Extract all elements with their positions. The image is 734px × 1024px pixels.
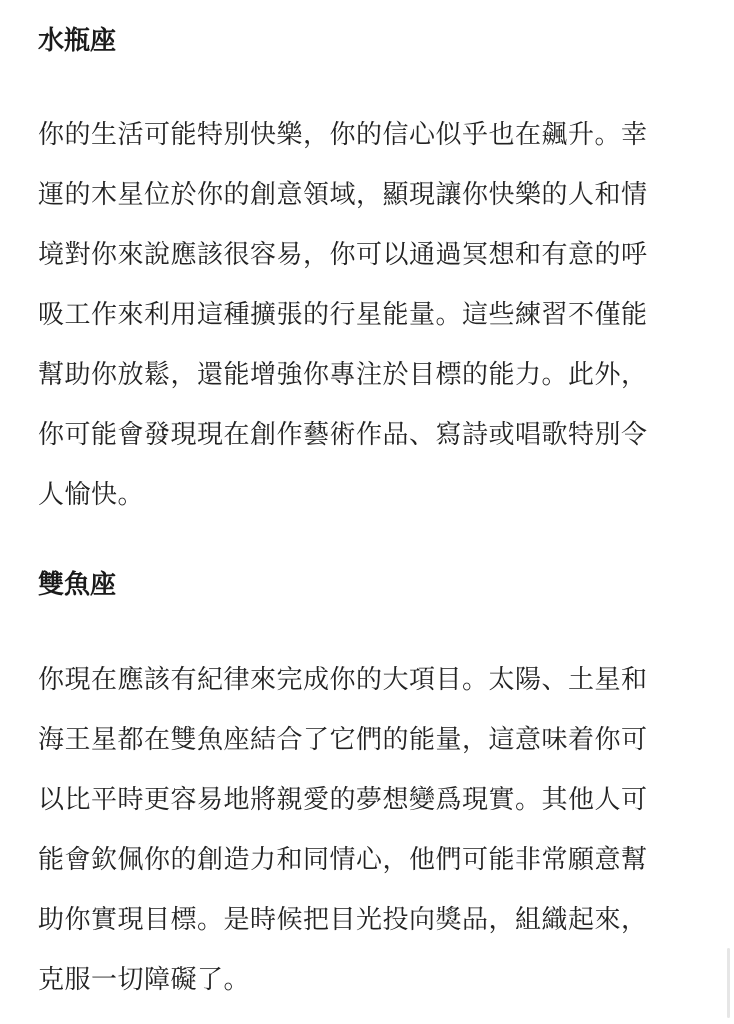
section-body-aquarius xyxy=(38,105,698,525)
paragraph-line: 吸工作來利用這種擴張的行星能量。這些練習不僅能 xyxy=(38,300,648,330)
paragraph-line: 助你實現目標。是時候把目光投向獎品，組織起來， xyxy=(38,905,648,935)
paragraph-line: 幫助你放鬆，還能增強你專注於目標的能力。此外， xyxy=(38,360,648,390)
paragraph-line: 克服一切障礙了。 xyxy=(38,965,251,995)
paragraph-line: 能會欽佩你的創造力和同情心，他們可能非常願意幫 xyxy=(38,845,648,875)
scrollbar[interactable] xyxy=(727,948,730,1018)
paragraph-line: 運的木星位於你的創意領域，顯現讓你快樂的人和情 xyxy=(38,180,648,210)
section-heading-aquarius: 水瓶座 xyxy=(38,26,117,56)
paragraph-line: 你可能會發現現在創作藝術作品、寫詩或唱歌特別令 xyxy=(38,420,648,450)
paragraph-line: 人愉快。 xyxy=(38,480,145,510)
section-heading-pisces: 雙魚座 xyxy=(38,570,117,600)
paragraph-line: 你的生活可能特別快樂，你的信心似乎也在飆升。幸 xyxy=(38,120,648,150)
paragraph-line: 境對你來說應該很容易，你可以通過冥想和有意的呼 xyxy=(38,240,648,270)
paragraph-line: 以比平時更容易地將親愛的夢想變爲現實。其他人可 xyxy=(38,785,648,815)
paragraph-line: 你現在應該有紀律來完成你的大項目。太陽、土星和 xyxy=(38,665,648,695)
section-body-pisces xyxy=(38,650,698,1010)
paragraph-line: 海王星都在雙魚座結合了它們的能量，這意味着你可 xyxy=(38,725,648,755)
